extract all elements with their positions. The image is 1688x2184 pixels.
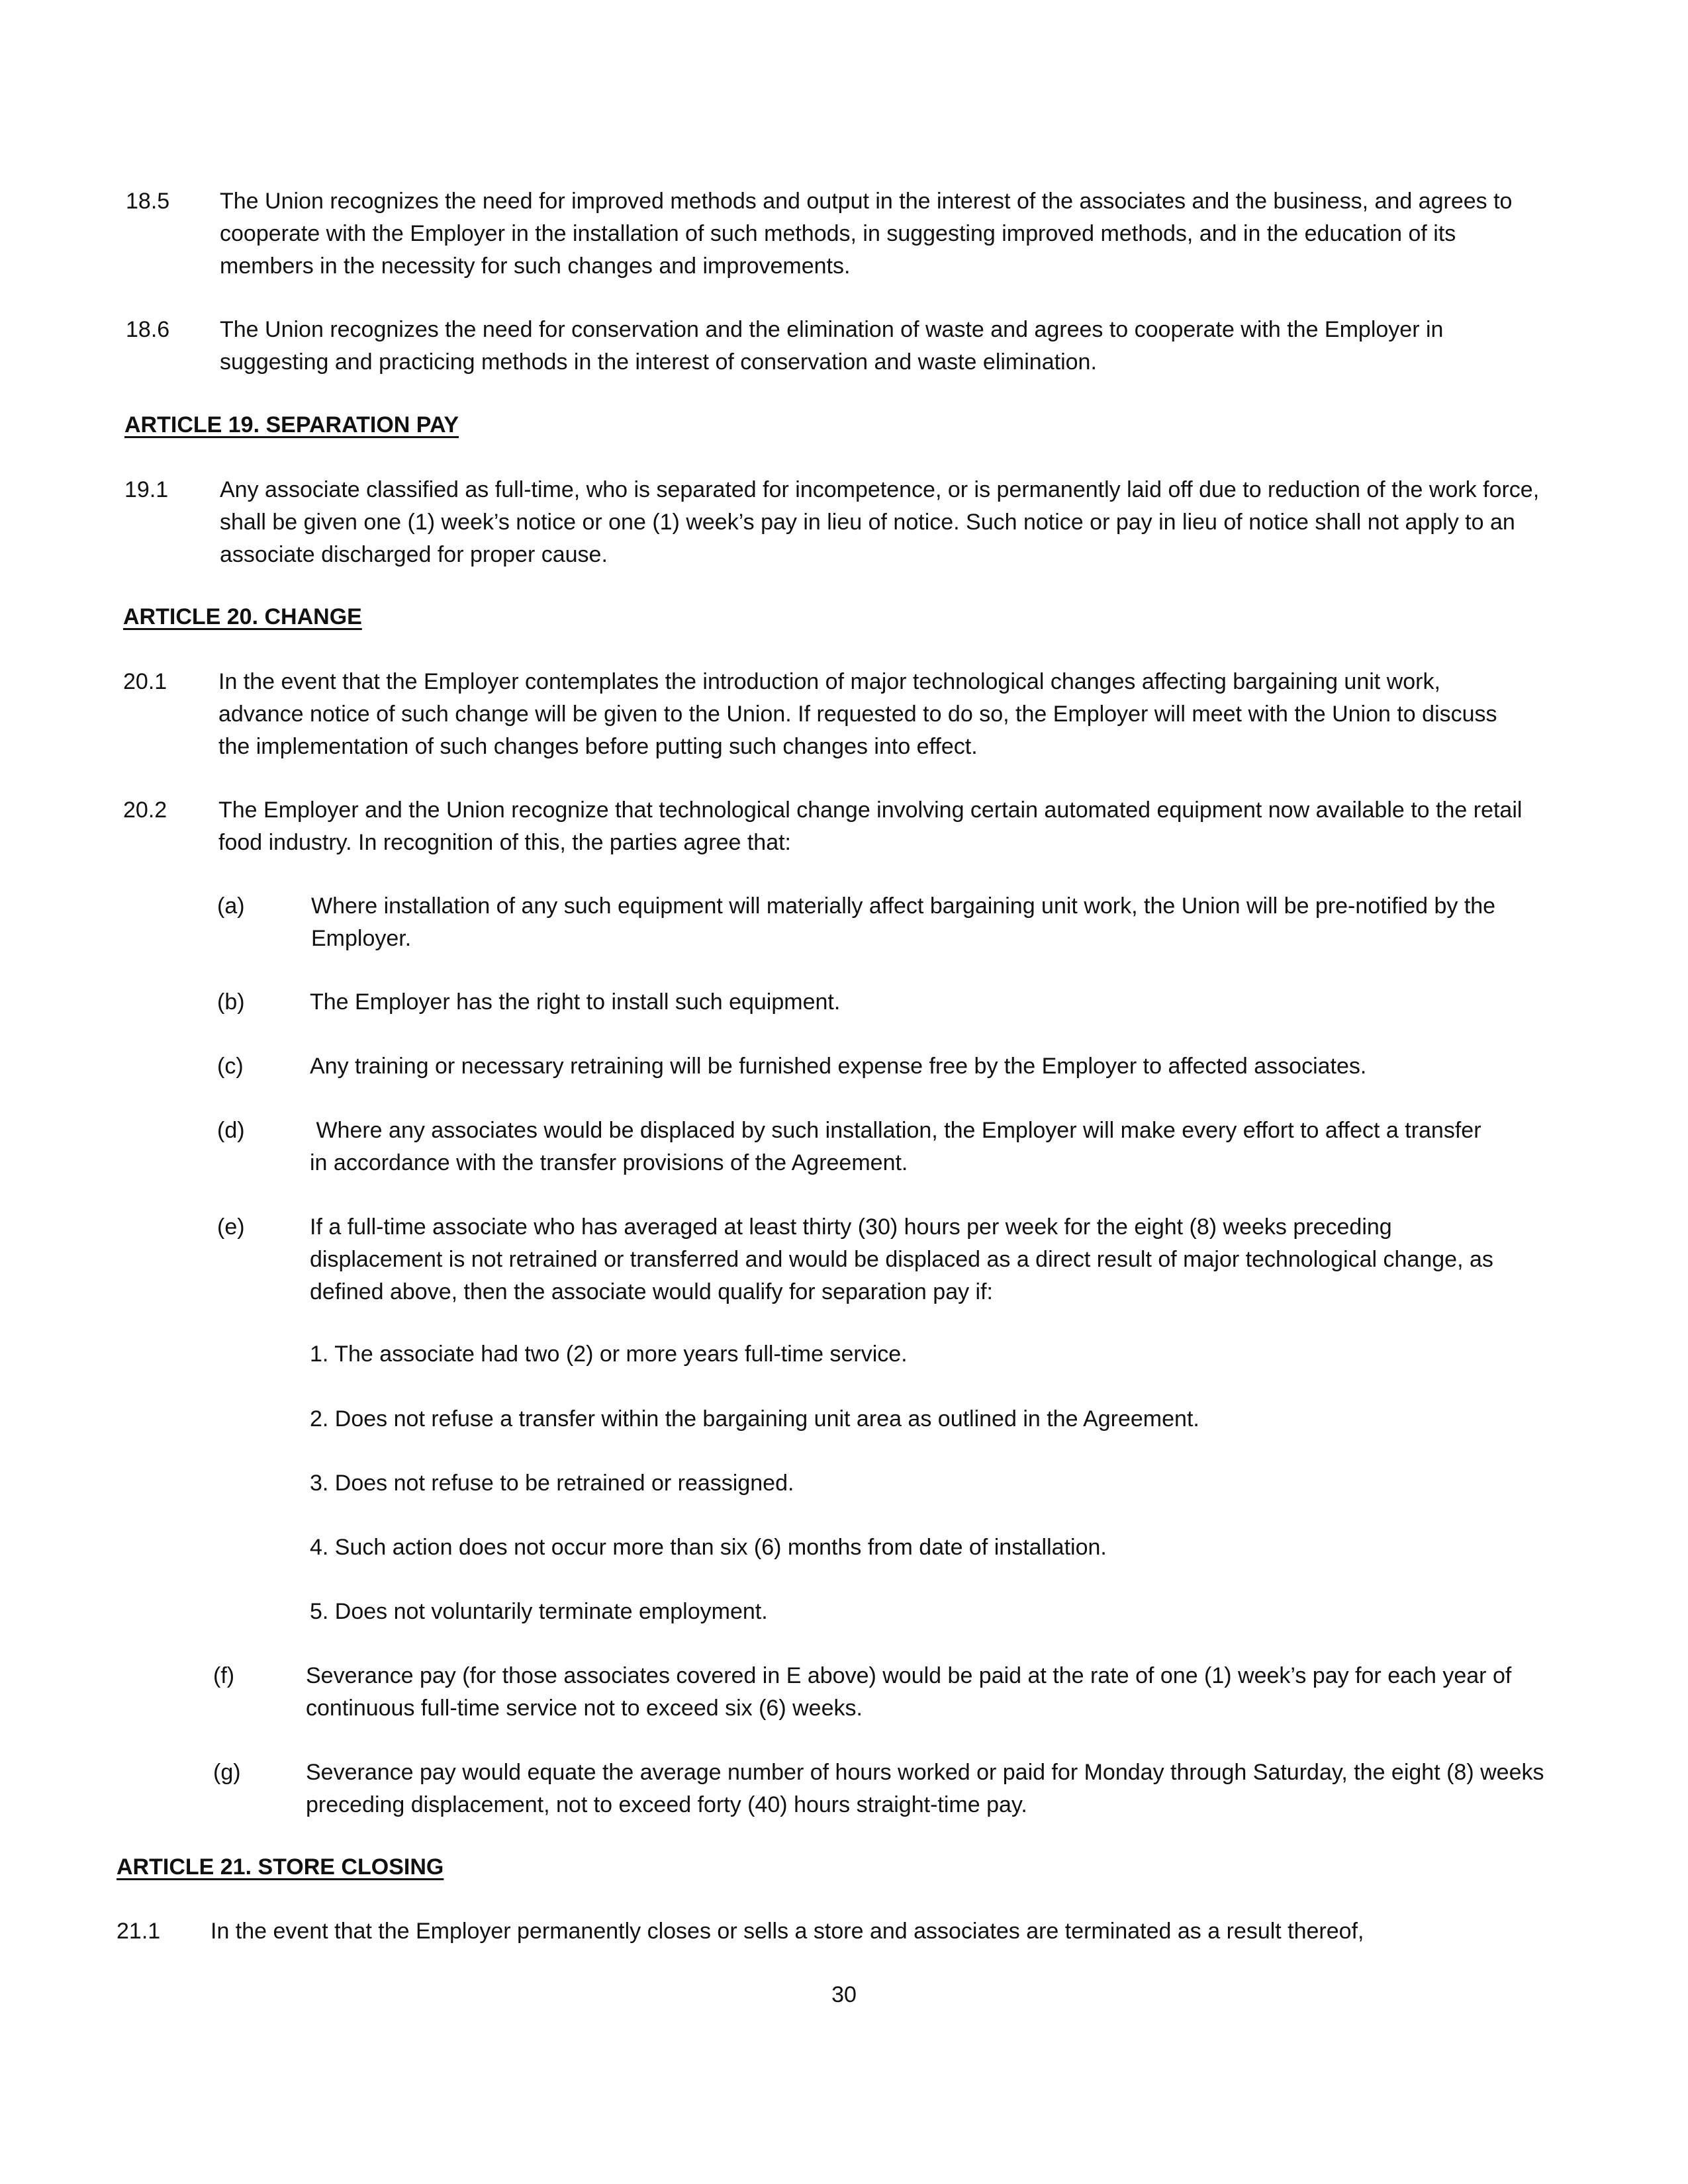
item-text-a: Where installation of any such equipment will materially affect bargaining unit work, the Union will be pre-notified by the Employer. (311, 893, 1496, 951)
condition-4: 4. Such action does not occur more than six (6) months from date of installation. (310, 1535, 1107, 1560)
condition-5: 5. Does not voluntarily terminate employment. (310, 1599, 768, 1624)
section-number-18-6: 18.6 (126, 317, 170, 342)
item-label-f: (f) (213, 1663, 235, 1688)
item-text-c: Any training or necessary retraining will be furnished expense free by the Employer to affected associates. (310, 1054, 1367, 1079)
item-label-d: (d) (217, 1118, 245, 1143)
item-label-a: (a) (217, 893, 245, 919)
section-number-18-5: 18.5 (126, 189, 170, 214)
item-label-g: (g) (213, 1760, 241, 1785)
section-number-20-1: 20.1 (123, 669, 167, 694)
section-text-18-5: The Union recognizes the need for improved methods and output in the interest of the associates and the business, and agrees to cooperate with the Employer in the installation of such methods, in suggesting improved methods, and in the education of its members in the necessity for such changes and improvements. (220, 189, 1513, 279)
article-19-heading: ARTICLE 19. SEPARATION PAY (124, 412, 459, 437)
condition-2: 2. Does not refuse a transfer within the bargaining unit area as outlined in the Agreement. (310, 1406, 1199, 1432)
section-number-20-2: 20.2 (123, 797, 167, 823)
page-number: 30 (831, 1982, 857, 2007)
section-number-19-1: 19.1 (124, 477, 169, 502)
section-text-20-1: In the event that the Employer contemplates the introduction of major technological changes affecting bargaining unit work, advance notice of such change will be given to the Union. If requested to do so, the Employer will meet with the Union to discuss the implementation of such changes before putting such changes into effect. (218, 669, 1497, 759)
item-label-c: (c) (217, 1054, 244, 1079)
item-label-b: (b) (217, 989, 245, 1015)
section-number-21-1: 21.1 (117, 1919, 161, 1944)
article-20-heading: ARTICLE 20. CHANGE (123, 604, 362, 629)
article-21-heading: ARTICLE 21. STORE CLOSING (117, 1854, 444, 1880)
section-text-21-1: In the event that the Employer permanently closes or sells a store and associates are terminated as a result thereof, (211, 1919, 1364, 1944)
item-text-b: The Employer has the right to install such equipment. (310, 989, 841, 1015)
item-text-f: Severance pay (for those associates covered in E above) would be paid at the rate of one (1) week’s pay for each year of continuous full-time service not to exceed six (6) weeks. (306, 1663, 1512, 1721)
section-text-20-2: The Employer and the Union recognize that technological change involving certain automated equipment now available to the retail food industry. In recognition of this, the parties agree that: (218, 797, 1523, 855)
item-text-g: Severance pay would equate the average number of hours worked or paid for Monday through Saturday, the eight (8) weeks preceding displacement, not to exceed forty (40) hours straight-time pay. (306, 1760, 1544, 1817)
item-label-e: (e) (217, 1214, 245, 1240)
condition-3: 3. Does not refuse to be retrained or reassigned. (310, 1471, 794, 1496)
section-text-19-1: Any associate classified as full-time, who is separated for incompetence, or is permanently laid off due to reduction of the work force, shall be given one (1) week’s notice or one (1) week’s pay in lieu of notice. Such notice or pay in lieu of notice shall not apply to an associate discharged for proper cause. (220, 477, 1540, 567)
item-text-e: If a full-time associate who has averaged at least thirty (30) hours per week for the eight (8) weeks preceding displacement is not retrained or transferred and would be displaced as a direct result of major technological change, as defined above, then the associate would qualify for separation pay if: (310, 1214, 1493, 1304)
section-text-18-6: The Union recognizes the need for conservation and the elimination of waste and agrees to cooperate with the Employer in suggesting and practicing methods in the interest of conservation and waste elimination. (220, 317, 1444, 375)
item-text-d: Where any associates would be displaced by such installation, the Employer will make every effort to affect a transfer in accordance with the transfer provisions of the Agreement. (310, 1118, 1487, 1175)
condition-1: 1. The associate had two (2) or more years full-time service. (310, 1342, 908, 1367)
